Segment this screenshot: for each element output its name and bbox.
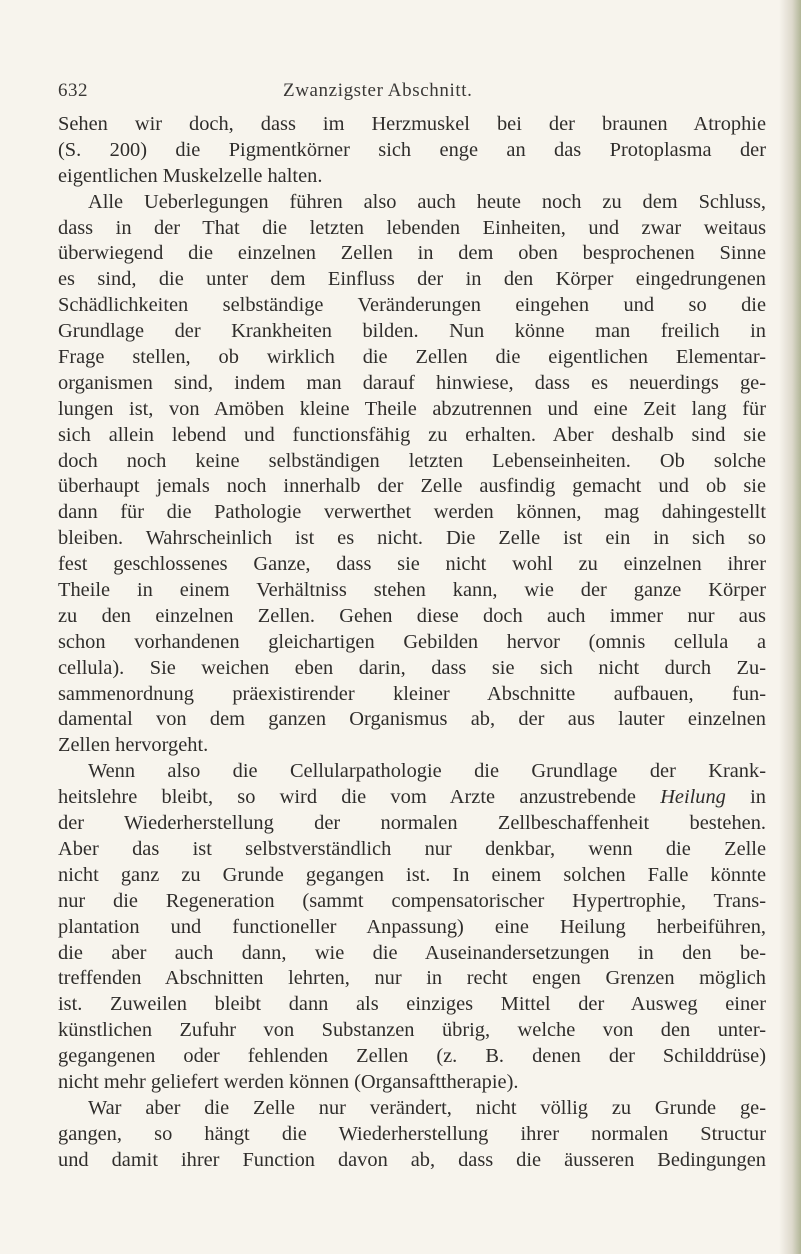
text-line: Schädlichkeiten selbständige Veränderungen eingehen und so die	[58, 294, 766, 317]
text-line: lungen ist, von Amöben kleine Theile abzutrennen und eine Zeit lang für	[58, 397, 766, 420]
text-line: der Wiederherstellung der normalen Zellbeschaffenheit bestehen.	[58, 812, 766, 835]
text-line: sammenordnung präexistirender kleiner Abschnitte aufbauen, fun-	[58, 682, 766, 705]
text-line: und damit ihrer Function davon ab, dass die äusseren Bedingungen	[58, 1148, 766, 1171]
text-line: organismen sind, indem man darauf hinwiese, dass es neuerdings ge-	[58, 371, 766, 394]
text-line: die aber auch dann, wie die Auseinandersetzungen in den be-	[58, 941, 766, 964]
text-line: bleiben. Wahrscheinlich ist es nicht. Die Zelle ist ein in sich so	[58, 527, 766, 550]
text-line: treffenden Abschnitten lehrten, nur in recht engen Grenzen möglich	[58, 967, 766, 990]
text-line: gangen, so hängt die Wiederherstellung ihrer normalen Structur	[58, 1122, 766, 1145]
text-line: ist. Zuweilen bleibt dann als einziges Mittel der Ausweg einer	[58, 993, 766, 1016]
text-line: zu den einzelnen Zellen. Gehen diese doch auch immer nur aus	[58, 604, 766, 627]
text-line: War aber die Zelle nur verändert, nicht völlig zu Grunde ge-	[88, 1096, 766, 1119]
text-fragment: in	[725, 786, 766, 809]
text-fragment: heitslehre bleibt, so wird die vom Arzte anzustrebende	[58, 786, 661, 809]
text-line: nicht mehr geliefert werden können (Organsafttherapie).	[58, 1070, 519, 1093]
text-line: künstlichen Zufuhr von Substanzen übrig, welche von den unter-	[58, 1019, 766, 1042]
text-line: es sind, die unter dem Einfluss der in den Körper eingedrungenen	[58, 268, 766, 291]
text-line: dann für die Pathologie verwerthet werden können, mag dahingestellt	[58, 501, 766, 524]
text-line: damental von dem ganzen Organismus ab, der aus lauter einzelnen	[58, 708, 766, 731]
text-line: (S. 200) die Pigmentkörner sich enge an das Protoplasma der	[58, 138, 766, 161]
page-edge-shadow	[779, 0, 801, 1254]
text-line: Wenn also die Cellularpathologie die Grundlage der Krank-	[88, 760, 766, 783]
text-line: doch noch keine selbständigen letzten Lebenseinheiten. Ob solche	[58, 449, 766, 472]
text-line: schon vorhandenen gleichartigen Gebilden hervor (omnis cellula a	[58, 630, 766, 653]
text-line: Aber das ist selbstverständlich nur denkbar, wenn die Zelle	[58, 837, 766, 860]
text-line: Zellen hervorgeht.	[58, 734, 209, 757]
text-line: Frage stellen, ob wirklich die Zellen die eigentlichen Elementar-	[58, 346, 766, 369]
text-line: überhaupt jemals noch innerhalb der Zelle ausfindig gemacht und ob sie	[58, 475, 766, 498]
text-line: gegangenen oder fehlenden Zellen (z. B. denen der Schilddrüse)	[58, 1045, 766, 1068]
text-line: überwiegend die einzelnen Zellen in dem oben besprochenen Sinne	[58, 242, 766, 265]
text-line: nur die Regeneration (sammt compensatorischer Hypertrophie, Trans-	[58, 889, 766, 912]
text-line: cellula). Sie weichen eben darin, dass sie sich nicht durch Zu-	[58, 656, 766, 679]
page-number: 632	[58, 80, 88, 101]
text-line: dass in der That die letzten lebenden Einheiten, und zwar weitaus	[58, 216, 766, 239]
text-line: fest geschlossenes Ganze, dass sie nicht wohl zu einzelnen ihrer	[58, 553, 766, 576]
text-line-with-emphasis	[58, 785, 766, 811]
body-text	[58, 112, 766, 1174]
running-head	[58, 80, 778, 106]
text-line: Alle Ueberlegungen führen also auch heute noch zu dem Schluss,	[88, 190, 766, 213]
text-line: eigentlichen Muskelzelle halten.	[58, 164, 323, 187]
emphasized-word: Heilung	[660, 786, 726, 809]
text-line: Theile in einem Verhältniss stehen kann, wie der ganze Körper	[58, 579, 766, 602]
text-line: Grundlage der Krankheiten bilden. Nun könne man freilich in	[58, 320, 766, 343]
text-line: Sehen wir doch, dass im Herzmuskel bei der braunen Atrophie	[58, 113, 766, 135]
chapter-title: Zwanzigster Abschnitt.	[283, 80, 473, 101]
text-line: nicht ganz zu Grunde gegangen ist. In einem solchen Falle könnte	[58, 863, 766, 886]
text-line: sich allein lebend und functionsfähig zu erhalten. Aber deshalb sind sie	[58, 423, 766, 446]
text-line: plantation und functioneller Anpassung) eine Heilung herbeiführen,	[58, 915, 766, 938]
